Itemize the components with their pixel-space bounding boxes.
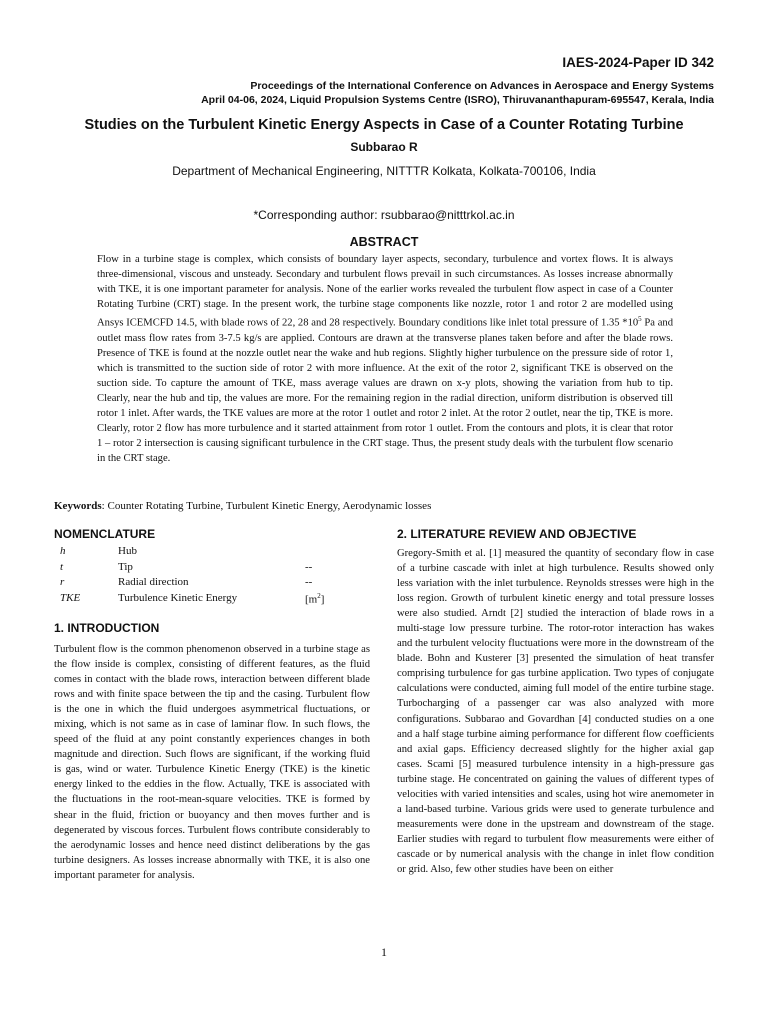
page-number: 1 (381, 945, 387, 959)
abstract-text (97, 252, 673, 466)
paper-title: Studies on the Turbulent Kinetic Energy Aspects in Case of a Counter Rotating Turbine (84, 117, 684, 133)
abstract-text-part-1: Flow in a turbine stage is complex, which consists of boundary layer aspects, secondary, turbulence and vortex flows. It is always three-dimensional, viscous and unsteady. Secondary and turbulent flows prevail in such circumstances. As losses increase abnormally with TKE, it is one important parameter for analysis. None of the earlier works revealed the turbulent flow aspect in case of a Counter Rotating Turbine (CRT) stage. In the present work, the turbine stage components like nozzle, rotor 1 and rotor 2 are modelled using Ansys ICEMCFD 14.5, with blade rows of 22, 28 and 28 respectively. Boundary conditions like inlet total pressure of 1.35 *10 (97, 254, 673, 329)
unit-close: ] (320, 593, 325, 606)
nomenclature-symbol: r (60, 576, 65, 589)
nomenclature-heading: NOMENCLATURE (54, 527, 156, 541)
corresponding-author: *Corresponding author: rsubbarao@nitttrkol.ac.in (253, 208, 515, 222)
keywords-text: : Counter Rotating Turbine, Turbulent Kinetic Energy, Aerodynamic losses (101, 500, 432, 512)
nomenclature-symbol: TKE (60, 591, 81, 604)
keywords-label: Keywords (54, 500, 102, 512)
abstract-text-part-2: Pa and outlet mass flow rates from 3-7.5 kg/s are applied. Contours are drawn at the transverse planes taken before and after the blade rows. Presence of TKE is found at the nozzle outlet near the wake and hub regions. Slightly higher turbulence on the pressure side of rotor 1, which is transmitted to the suction side of rotor 2 with more influence. At the exit of the rotor 2, significant TKE is observed on the suction side. To capture the amount of TKE, mass average values are drawn on x-y plots, showing the variation from hub to tip. Clearly, near the hub and tip, the values are more. For the remaining region in the radial direction, uniform distribution is observed till rotor 1 inlet. After wards, the TKE values are more at the rotor 1 outlet and rotor 2 inlet. At the rotor 2 outlet, near the tip, TKE is more. Clearly, rotor 2 flow has more turbulence and it started attainment from rotor 1 outlet. From the contours and plots, it is clear that rotor 1 – rotor 2 intersection is causing significant turbulence in the CRT stage. Thus, the present study deals with the turbulent flow scenario in the CRT stage. (97, 317, 673, 465)
nomenclature-unit: -- (305, 576, 313, 589)
table-row (60, 592, 324, 608)
nomenclature-unit (305, 592, 324, 608)
nomenclature-description: Radial direction (118, 576, 189, 589)
nomenclature-description: Turbulence Kinetic Energy (118, 591, 238, 604)
author-affiliation: Department of Mechanical Engineering, NITTTR Kolkata, Kolkata-700106, India (172, 164, 596, 178)
nomenclature-unit (305, 545, 324, 561)
proceedings-line-1: Proceedings of the International Conference on Advances in Aerospace and Energy Systems (250, 80, 714, 92)
nomenclature-table (60, 545, 324, 607)
keywords (54, 500, 714, 512)
table-row (60, 545, 324, 561)
abstract-superscript: 5 (638, 315, 642, 324)
table-row (60, 576, 324, 592)
nomenclature-unit: -- (305, 560, 313, 573)
abstract-heading: ABSTRACT (349, 235, 419, 249)
paper-id: IAES-2024-Paper ID 342 (562, 55, 714, 70)
nomenclature-description: Hub (118, 545, 137, 557)
literature-text: Gregory-Smith et al. [1] measured the quantity of secondary flow in case of a turbine cascade with inlet at high turbulence. Results showed only less variation with the inlet turbulence. Reynolds stresses were high in the loss region. Growth of turbulent kinetic energy and total pressure losses were also studied. Arndt [2] studied the interaction of blade rows in a multi-stage low pressure turbine. The rotor-rotor interaction has wakes and the turbulent velocity fluctuations were more in the downstream of the blade. Bohn and Kusterer [3] presented the simulation of heat transfer comprising turbulence for gas turbine application. Two types of conjugate calculations were conducted, aiming full model of the entire turbine stage. Turbocharging of a passenger car was also analyzed with more configurations. Subbarao and Govardhan [4] conducted studies on a one and a half stage turbine aiming performance for different flow coefficients and axial gaps. Efficiency decreased slightly for the higher axial gap cases. Scami [5] measured turbulence intensity in a high-pressure gas turbine stage. He concentrated on gaining the values of different types of velocities with varied intensities and scales, using hot wire anemometer in a land-based turbine. Various grids were used to generate turbulence and measurements were done in the upstream and downstream of the stage. Earlier studies with regard to turbulent flow measurements were either of cascade or by numerical analysis with the change in inlet flow condition or grid. Also, few other studies have been on either (397, 548, 714, 875)
introduction-heading: 1. INTRODUCTION (54, 621, 160, 635)
table-row (60, 561, 324, 577)
author-name: Subbarao R (350, 140, 418, 154)
introduction-text: Turbulent flow is the common phenomenon observed in a turbine stage as the flow inside is complex, consisting of different features, as the fluid comes in contact with the blade rows, interaction between different blade rows and with finite space between the tip and the casing. Turbulent flow is the one in which the fluid undergoes asymmetrical fluctuations, or mixing, which is not same as in case of laminar flow. In such flows, the speed of the fluid at any point constantly experiences changes in both magnitude and direction. Such flows are significant, if the working fluid is gas, wind or water. Turbulence Kinetic Energy (TKE) is the kinetic energy linked to the eddies in the flow. Actually, TKE is associated with the fluctuations in the root-mean-square velocities. TKE is formed by shear in the fluid, friction or buoyancy and then moves further and is degenerated by viscous forces. Turbulent flows contribute considerably to the aerodynamic losses and hence need distinct deliberations by the gas turbine designers. As losses increase abnormally with TKE, it is also one important parameter for analysis. (54, 644, 370, 881)
nomenclature-description: Tip (118, 560, 133, 573)
nomenclature-symbol: t (60, 560, 64, 573)
nomenclature-symbol: h (60, 545, 66, 557)
literature-heading: 2. LITERATURE REVIEW AND OBJECTIVE (397, 527, 637, 541)
unit-open: [m (305, 593, 318, 606)
unit-superscript: 2 (317, 591, 321, 600)
proceedings-line-2: April 04-06, 2024, Liquid Propulsion Systems Centre (ISRO), Thiruvananthapuram-695547, Kerala, India (201, 94, 714, 106)
